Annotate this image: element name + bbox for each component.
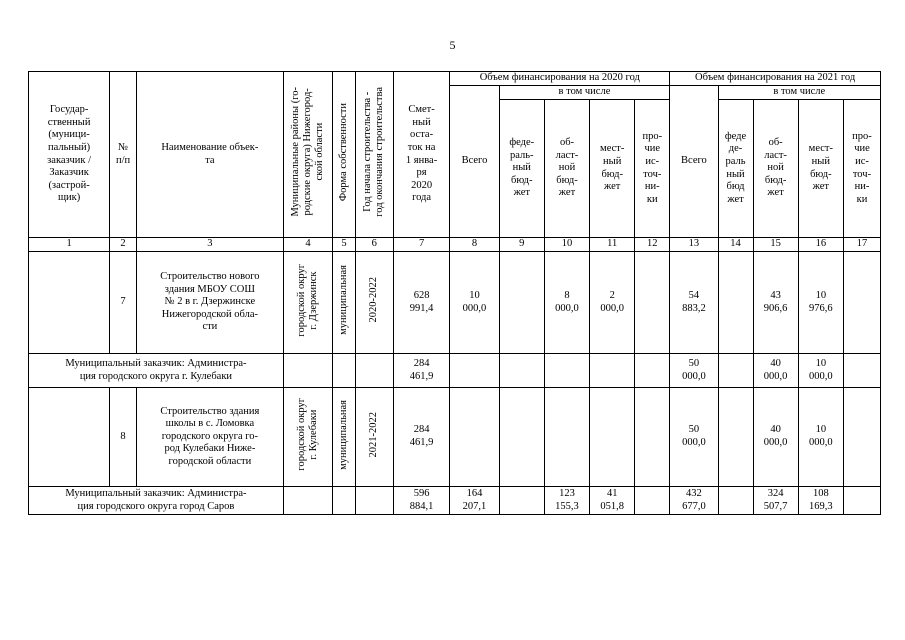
estimate-value: 284 461,9 — [393, 388, 450, 487]
years-text: 2021-2022 — [368, 411, 380, 458]
header-estimate: Смет- ный оста- ток на 1 янва- ря 2020 года — [393, 72, 450, 238]
municipality-text: городской округ г. Дзержинск — [295, 263, 320, 337]
column-number-row — [29, 238, 881, 252]
column-number: 5 — [333, 238, 356, 252]
column-number: 4 — [283, 238, 332, 252]
federal-2020-value — [499, 388, 544, 487]
federal-2021-value — [718, 252, 753, 354]
summary-ownership — [333, 354, 356, 388]
header-including-2020: в том числе — [499, 86, 670, 100]
local-2021-value: 10 000,0 — [798, 388, 843, 487]
table-row — [29, 252, 881, 354]
ownership-text: муниципальная — [337, 399, 349, 470]
regional-2020-value: 8 000,0 — [544, 252, 589, 354]
column-number: 13 — [670, 238, 718, 252]
other-2021-value — [843, 252, 880, 354]
summary-label: Муниципальный заказчик: Администра- ция городского округа г. Кулебаки — [29, 354, 284, 388]
years-cell — [355, 388, 393, 487]
header-local-2020: мест- ный бюд- жет — [590, 100, 635, 238]
table-row — [29, 388, 881, 487]
summary-federal-2020 — [499, 487, 544, 515]
header-customer: Государ- ственный (муници- пальный) заказчик / Заказчик (застрой- щик) — [29, 72, 110, 238]
other-2021-value — [843, 388, 880, 487]
column-number: 2 — [110, 238, 137, 252]
header-regional-2021: об- ласт- ной бюд- жет — [753, 100, 798, 238]
summary-row — [29, 487, 881, 515]
header-including-2021: в том числе — [718, 86, 880, 100]
header-other-2021: про- чие ис- точ- ни- ки — [843, 100, 880, 238]
column-number: 6 — [355, 238, 393, 252]
summary-federal-2020 — [499, 354, 544, 388]
column-number: 10 — [544, 238, 589, 252]
summary-federal-2021 — [718, 487, 753, 515]
summary-municipality — [283, 354, 332, 388]
object-name: Строительство нового здания МБОУ СОШ № 2 в г. Дзержинске Нижегородской обла- сти — [136, 252, 283, 354]
column-number: 12 — [635, 238, 670, 252]
header-years — [355, 72, 393, 238]
customer-cell — [29, 388, 110, 487]
summary-years — [355, 354, 393, 388]
page-number: 5 — [449, 38, 456, 52]
header-ownership-text: Форма собственности — [337, 103, 349, 202]
summary-local-2021: 10 000,0 — [798, 354, 843, 388]
ownership-text: муниципальная — [337, 265, 349, 336]
header-municipality — [283, 72, 332, 238]
header-total-2020: Всего — [450, 86, 499, 238]
municipality-text: городской округ г. Кулебаки — [295, 398, 320, 471]
financing-table — [28, 71, 881, 515]
municipality-cell — [283, 388, 332, 487]
header-years-text: Год начала строительства - год окончания строительства — [362, 87, 386, 218]
other-2020-value — [635, 252, 670, 354]
row-num: 8 — [110, 388, 137, 487]
summary-estimate: 596 884,1 — [393, 487, 450, 515]
summary-row — [29, 354, 881, 388]
summary-total-2021: 432 677,0 — [670, 487, 718, 515]
summary-total-2021: 50 000,0 — [670, 354, 718, 388]
ownership-cell — [333, 388, 356, 487]
header-object-name: Наименование объек- та — [136, 72, 283, 238]
summary-other-2020 — [635, 487, 670, 515]
summary-other-2021 — [843, 487, 880, 515]
summary-total-2020 — [450, 354, 499, 388]
local-2020-value — [590, 388, 635, 487]
total-2020-value: 10 000,0 — [450, 252, 499, 354]
summary-other-2020 — [635, 354, 670, 388]
customer-cell — [29, 252, 110, 354]
summary-years — [355, 487, 393, 515]
regional-2021-value: 43 906,6 — [753, 252, 798, 354]
other-2020-value — [635, 388, 670, 487]
summary-local-2021: 108 169,3 — [798, 487, 843, 515]
column-number: 7 — [393, 238, 450, 252]
summary-label: Муниципальный заказчик: Администра- ция городского округа город Саров — [29, 487, 284, 515]
header-num: № п/п — [110, 72, 137, 238]
column-number: 9 — [499, 238, 544, 252]
header-municipality-text: Муниципальные районы (го- родские округа) Нижегород- ской области — [289, 87, 326, 217]
column-number: 14 — [718, 238, 753, 252]
years-text: 2020-2022 — [368, 277, 380, 323]
summary-ownership — [333, 487, 356, 515]
summary-regional-2021: 40 000,0 — [753, 354, 798, 388]
header-federal-2020: феде- раль- ный бюд- жет — [499, 100, 544, 238]
header-local-2021: мест- ный бюд- жет — [798, 100, 843, 238]
regional-2021-value: 40 000,0 — [753, 388, 798, 487]
header-total-2021: Всего — [670, 86, 718, 238]
local-2021-value: 10 976,6 — [798, 252, 843, 354]
total-2020-value — [450, 388, 499, 487]
total-2021-value: 54 883,2 — [670, 252, 718, 354]
summary-regional-2020 — [544, 354, 589, 388]
summary-regional-2020: 123 155,3 — [544, 487, 589, 515]
row-num: 7 — [110, 252, 137, 354]
column-number: 1 — [29, 238, 110, 252]
summary-other-2021 — [843, 354, 880, 388]
column-number: 11 — [590, 238, 635, 252]
ownership-cell — [333, 252, 356, 354]
municipality-cell — [283, 252, 332, 354]
federal-2020-value — [499, 252, 544, 354]
summary-estimate: 284 461,9 — [393, 354, 450, 388]
summary-federal-2021 — [718, 354, 753, 388]
federal-2021-value — [718, 388, 753, 487]
summary-local-2020 — [590, 354, 635, 388]
summary-local-2020: 41 051,8 — [590, 487, 635, 515]
regional-2020-value — [544, 388, 589, 487]
estimate-value: 628 991,4 — [393, 252, 450, 354]
header-fin-2020: Объем финансирования на 2020 год — [450, 72, 670, 86]
header-federal-2021: феде де- раль ный бюд жет — [718, 100, 753, 238]
summary-regional-2021: 324 507,7 — [753, 487, 798, 515]
local-2020-value: 2 000,0 — [590, 252, 635, 354]
summary-total-2020: 164 207,1 — [450, 487, 499, 515]
column-number: 8 — [450, 238, 499, 252]
header-fin-2021: Объем финансирования на 2021 год — [670, 72, 881, 86]
years-cell — [355, 252, 393, 354]
column-number: 17 — [843, 238, 880, 252]
total-2021-value: 50 000,0 — [670, 388, 718, 487]
header-regional-2020: об- ласт- ной бюд- жет — [544, 100, 589, 238]
column-number: 16 — [798, 238, 843, 252]
column-number: 3 — [136, 238, 283, 252]
column-number: 15 — [753, 238, 798, 252]
header-ownership — [333, 72, 356, 238]
summary-municipality — [283, 487, 332, 515]
object-name: Строительство здания школы в с. Ломовка городского округа го- род Кулебаки Ниже- городской области — [136, 388, 283, 487]
header-other-2020: про- чие ис- точ- ни- ки — [635, 100, 670, 238]
